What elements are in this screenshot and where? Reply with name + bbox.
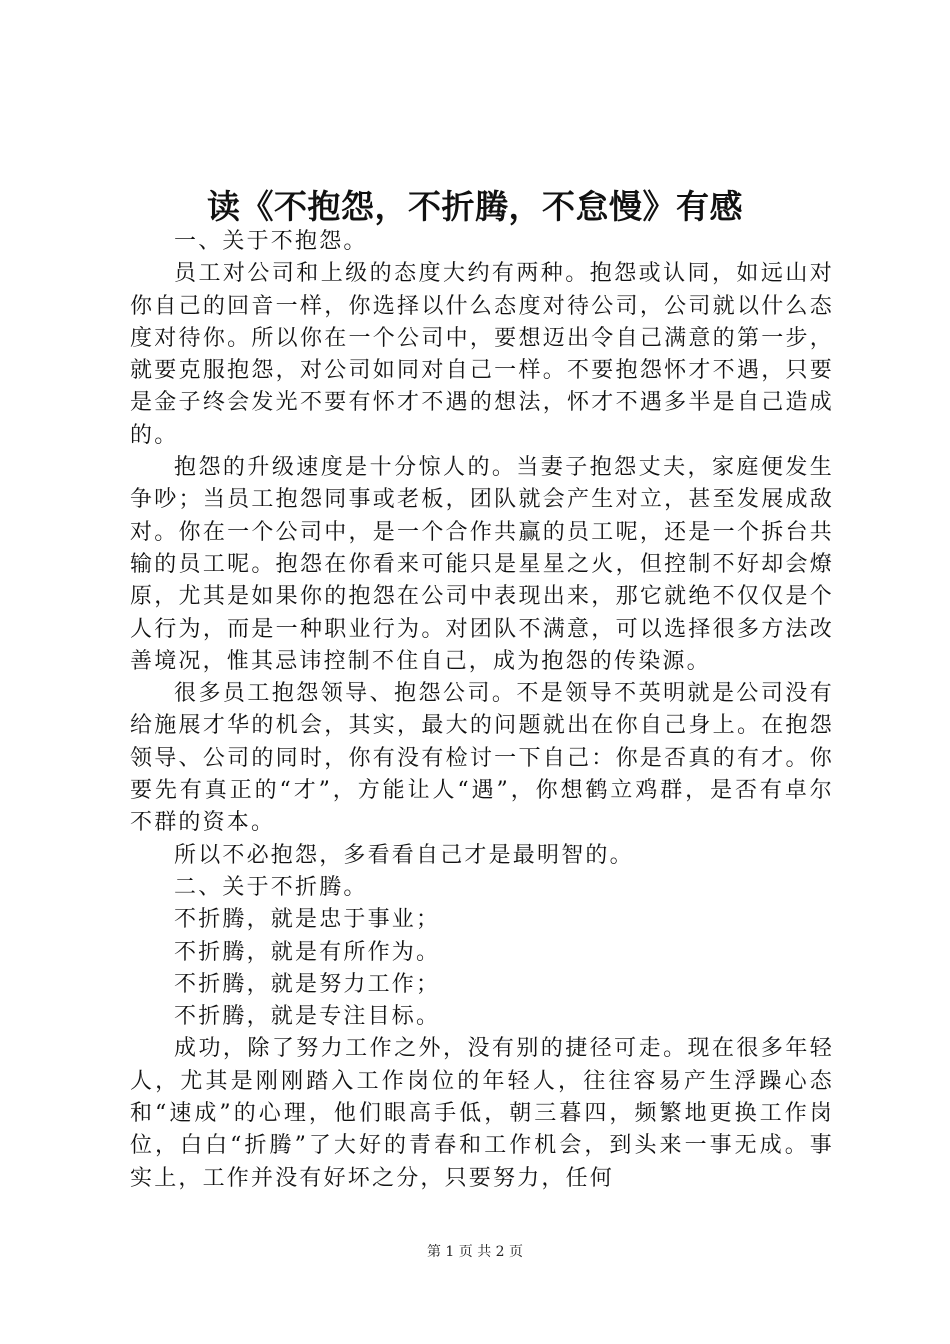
paragraph: 所以不必抱怨，多看看自己才是最明智的。 xyxy=(174,842,634,868)
paragraph: 很多员工抱怨领导、抱怨公司。不是领导不英明就是公司没有给施展才华的机会，其实，最大的问题就出在你自己身上。在抱怨领导、公司的同时，你有没有检讨一下自己：你是否真的有才。你要先有真正的“才”，方能让人“遇”，你想鹤立鸡群，是否有卓尔不群的资本。 xyxy=(130,681,834,836)
paragraph: 员工对公司和上级的态度大约有两种。抱怨或认同，如远山对你自己的回音一样，你选择以什么态度对待公司，公司就以什么态度对待你。所以你在一个公司中，要想迈出令自己满意的第一步，就要克服抱怨，对公司如同对自己一样。不要抱怨怀才不遇，只要是金子终会发光不要有怀才不遇的想法，怀才不遇多半是自己造成的。 xyxy=(130,261,834,448)
page-number: 第 1 页 xyxy=(426,1244,473,1260)
paragraph: 成功，除了努力工作之外，没有别的捷径可走。现在很多年轻人，尤其是刚刚踏入工作岗位的年轻人，往往容易产生浮躁心态和“速成”的心理，他们眼高手低，朝三暮四，频繁地更换工作岗位，白白“折腾”了大好的青春和工作机会，到头来一事无成。事实上，工作并没有好坏之分，只要努力，任何 xyxy=(130,1036,834,1191)
document-body xyxy=(130,226,834,1195)
list-line: 不折腾，就是努力工作； xyxy=(174,971,441,997)
list-line: 不折腾，就是专注目标。 xyxy=(174,1004,441,1030)
page-total: 共 2 页 xyxy=(477,1244,524,1260)
list-line: 不折腾，就是有所作为。 xyxy=(174,939,441,965)
list-line: 不折腾，就是忠于事业； xyxy=(174,907,441,933)
section-heading-1: 一、关于不抱怨。 xyxy=(174,229,368,254)
page-footer xyxy=(0,1242,950,1262)
paragraph: 抱怨的升级速度是十分惊人的。当妻子抱怨丈夫，家庭便发生争吵；当员工抱怨同事或老板，团队就会产生对立，甚至发展成敌对。你在一个公司中，是一个合作共赢的员工呢，还是一个拆台共输的员工呢。抱怨在你看来可能只是星星之火，但控制不好却会燎原，尤其是如果你的抱怨在公司中表现出来，那它就绝不仅仅是个人行为，而是一种职业行为。对团队不满意，可以选择很多方法改善境况，惟其忌讳控制不住自己，成为抱怨的传染源。 xyxy=(130,455,834,674)
document-title: 读《不抱怨，不折腾，不怠慢》有感 xyxy=(207,187,743,226)
section-heading-2: 二、关于不折腾。 xyxy=(174,874,368,900)
